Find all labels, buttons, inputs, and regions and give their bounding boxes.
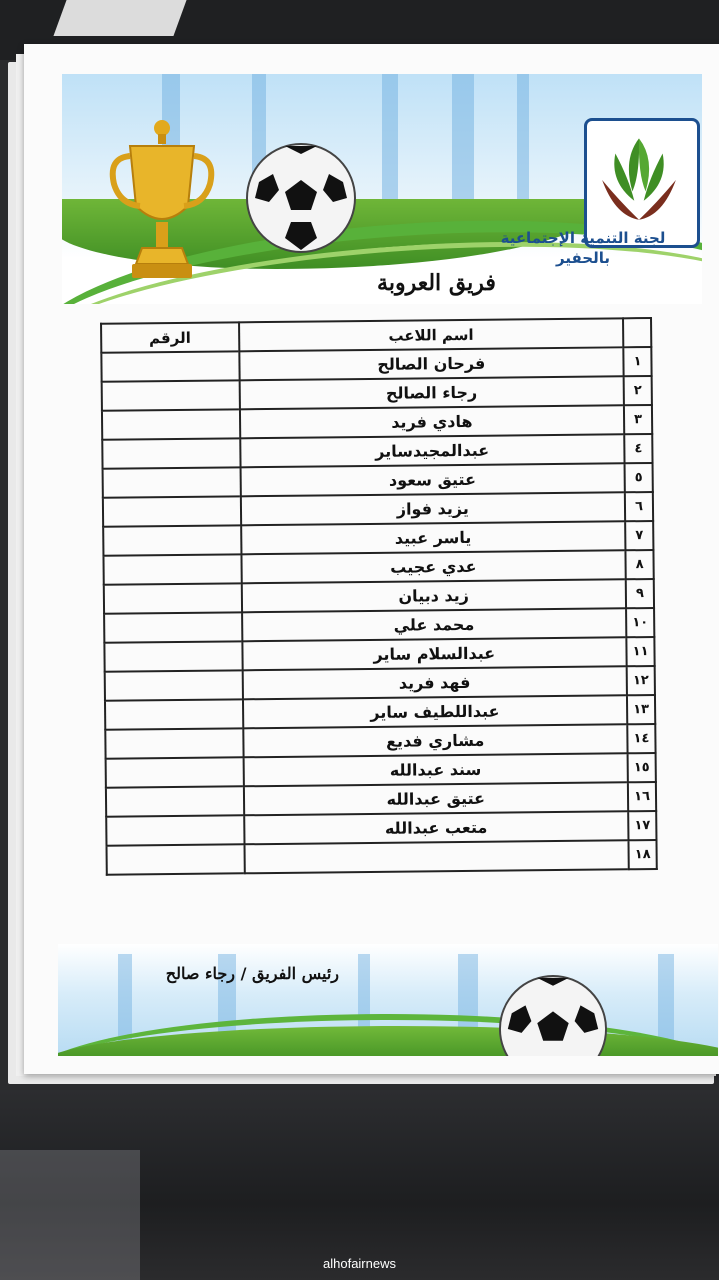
watermark-text: alhofairnews	[323, 1256, 396, 1271]
trophy-icon	[102, 114, 222, 294]
player-name: رجاء الصالح	[239, 376, 624, 409]
table-row	[107, 840, 657, 875]
player-number-cell	[106, 786, 244, 816]
player-number-cell	[101, 351, 239, 381]
leaf-logo-icon	[587, 121, 691, 239]
player-number-cell	[103, 525, 241, 555]
row-index: ١١	[626, 637, 654, 666]
row-index: ١٢	[627, 666, 655, 695]
team-captain-line: رئيس الفريق / رجاء صالح	[165, 964, 339, 983]
row-index: ١٤	[627, 724, 655, 753]
soccer-ball-icon	[498, 974, 608, 1056]
player-name: عبدالمجيدساير	[240, 434, 625, 467]
row-index: ٨	[626, 550, 654, 579]
player-number-cell	[103, 496, 241, 526]
paper-corner	[53, 0, 186, 36]
row-index: ٣	[624, 405, 652, 434]
row-index: ٧	[625, 521, 653, 550]
team-title	[24, 270, 719, 296]
player-name: فرحان الصالح	[239, 347, 624, 380]
player-name: محمد علي	[242, 608, 627, 641]
player-number-cell	[102, 409, 240, 439]
player-name: عبداللطيف ساير	[242, 695, 627, 728]
player-name: زيد دبيان	[241, 579, 626, 612]
player-number-cell	[104, 641, 242, 671]
player-name: عتيق سعود	[240, 463, 625, 496]
player-number-cell	[105, 699, 243, 729]
team-title-text: فريق العروبة	[377, 270, 496, 296]
row-index: ٩	[626, 579, 654, 608]
row-index: ١٨	[629, 840, 657, 869]
player-number-cell	[106, 757, 244, 787]
player-number-cell	[104, 583, 242, 613]
row-index: ١	[623, 347, 651, 376]
player-name: ياسر عبيد	[241, 521, 626, 554]
player-name: متعب عبدالله	[244, 811, 629, 844]
organization-name-line2: بالحفير	[556, 249, 610, 267]
organization-name-line1: لجنة التنمية الإجتماعية	[500, 229, 666, 247]
player-number-cell	[103, 554, 241, 584]
soccer-ball-icon	[245, 142, 357, 254]
row-index: ١٥	[628, 753, 656, 782]
player-name: عبدالسلام ساير	[242, 637, 627, 670]
header-player-name: اسم اللاعب	[239, 318, 624, 351]
row-index: ٦	[625, 492, 653, 521]
row-index: ٤	[624, 434, 652, 463]
player-name: عتيق عبدالله	[243, 782, 628, 815]
row-index: ٢	[624, 376, 652, 405]
footer-banner	[58, 944, 718, 1056]
roster-sheet	[24, 44, 719, 1074]
player-name	[244, 840, 629, 873]
organization-name	[494, 228, 672, 268]
player-name: فهد فريد	[242, 666, 627, 699]
row-index: ١٠	[626, 608, 654, 637]
player-number-cell	[103, 467, 241, 497]
header-index-cell	[623, 318, 651, 347]
player-number-cell	[105, 670, 243, 700]
header-number: الرقم	[101, 322, 239, 352]
roster-table	[100, 317, 658, 876]
player-name: عدي عجيب	[241, 550, 626, 583]
row-index: ١٦	[628, 782, 656, 811]
player-number-cell	[102, 438, 240, 468]
row-index: ١٣	[627, 695, 655, 724]
player-name: يزيد فواز	[240, 492, 625, 525]
player-number-cell	[105, 728, 243, 758]
player-name: سند عبدالله	[243, 753, 628, 786]
player-number-cell	[102, 380, 240, 410]
player-name: مشاري فديع	[243, 724, 628, 757]
row-index: ٥	[625, 463, 653, 492]
row-index: ١٧	[628, 811, 656, 840]
player-number-cell	[104, 612, 242, 642]
player-name: هادي فريد	[239, 405, 624, 438]
player-number-cell	[107, 844, 245, 874]
player-number-cell	[106, 815, 244, 845]
